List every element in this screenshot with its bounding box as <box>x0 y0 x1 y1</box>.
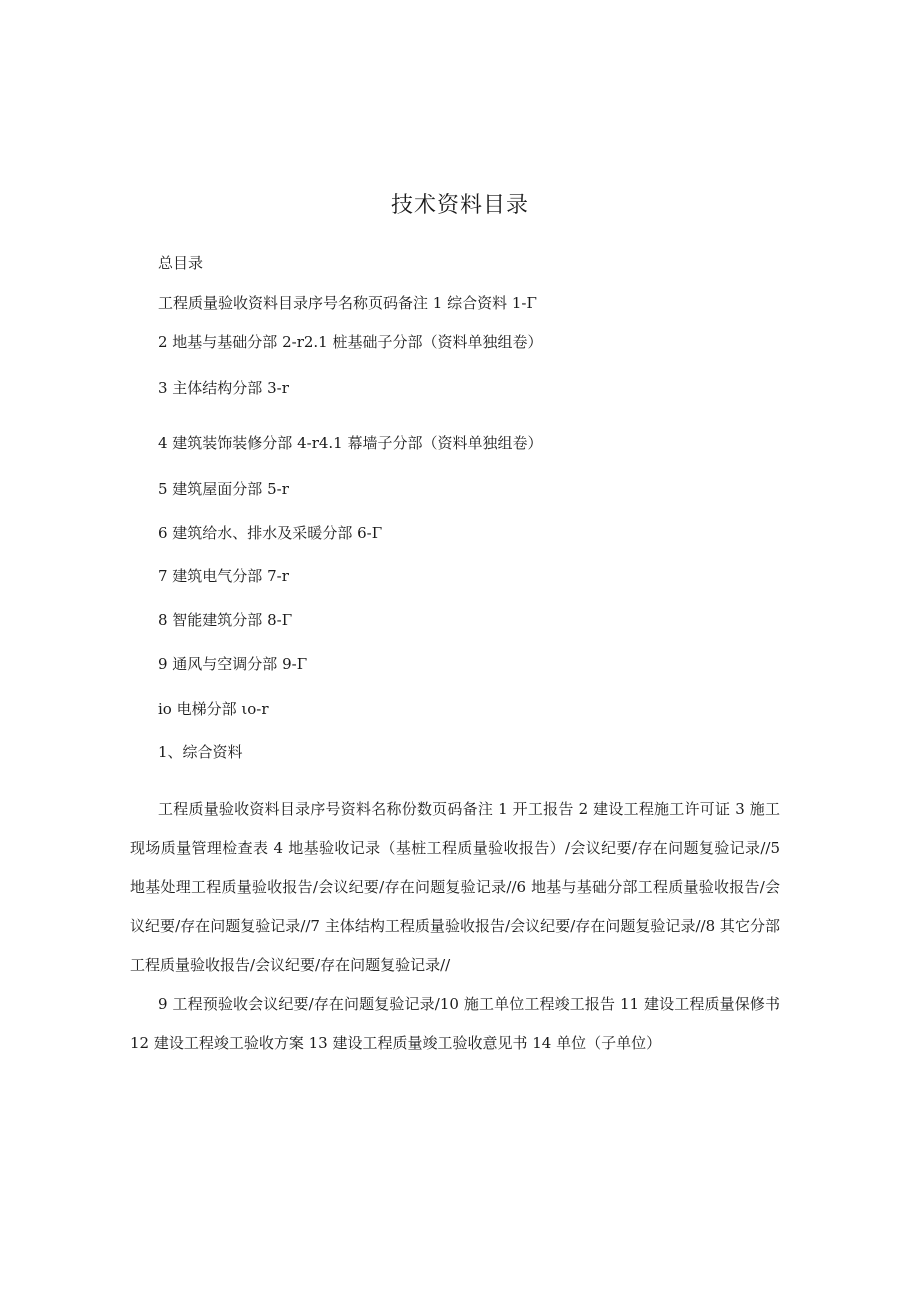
toc-line: 4 建筑装饰装修分部 4-r4.1 幕墙子分部（资料单独组卷） <box>158 434 543 452</box>
toc-line: 3 主体结构分部 3-r <box>158 379 289 397</box>
toc-line: 工程质量验收资料目录序号名称页码备注 1 综合资料 1-Γ <box>158 294 537 312</box>
body-text <box>130 790 780 1063</box>
document-title: 技术资料目录 <box>390 193 529 218</box>
toc-line: io 电梯分部 ιo-r <box>158 700 269 718</box>
toc-line: 8 智能建筑分部 8-Γ <box>158 611 293 629</box>
toc-line: 6 建筑给水、排水及采暖分部 6-Γ <box>158 524 383 542</box>
section-heading: 1、综合资料 <box>158 743 243 761</box>
toc-line: 5 建筑屋面分部 5-r <box>158 480 289 498</box>
paragraph: 工程质量验收资料目录序号资料名称份数页码备注 1 开工报告 2 建设工程施工许可证 3 施工现场质量管理检查表 4 地基验收记录（基桩工程质量验收报告）/会议纪要/存在问题复验记录//5 地基处理工程质量验收报告/会议纪要/存在问题复验记录//6 地基与基础分部工程质量验收报告/会议纪要/存在问题复验记录//7 主体结构工程质量验收报告/会议纪要/存在问题复验记录//8 其它分部工程质量验收报告/会议纪要/存在问题复验记录// <box>130 800 780 974</box>
toc-heading: 总目录 <box>158 254 204 272</box>
toc-line: 7 建筑电气分部 7-r <box>158 567 289 585</box>
paragraph: 9 工程预验收会议纪要/存在问题复验记录/10 施工单位工程竣工报告 11 建设工程质量保修书 12 建设工程竣工验收方案 13 建设工程质量竣工验收意见书 14 单位（子单位） <box>130 995 780 1052</box>
toc-line: 2 地基与基础分部 2-r2.1 桩基础子分部（资料单独组卷） <box>158 333 543 351</box>
toc-line: 9 通风与空调分部 9-Γ <box>158 655 308 673</box>
